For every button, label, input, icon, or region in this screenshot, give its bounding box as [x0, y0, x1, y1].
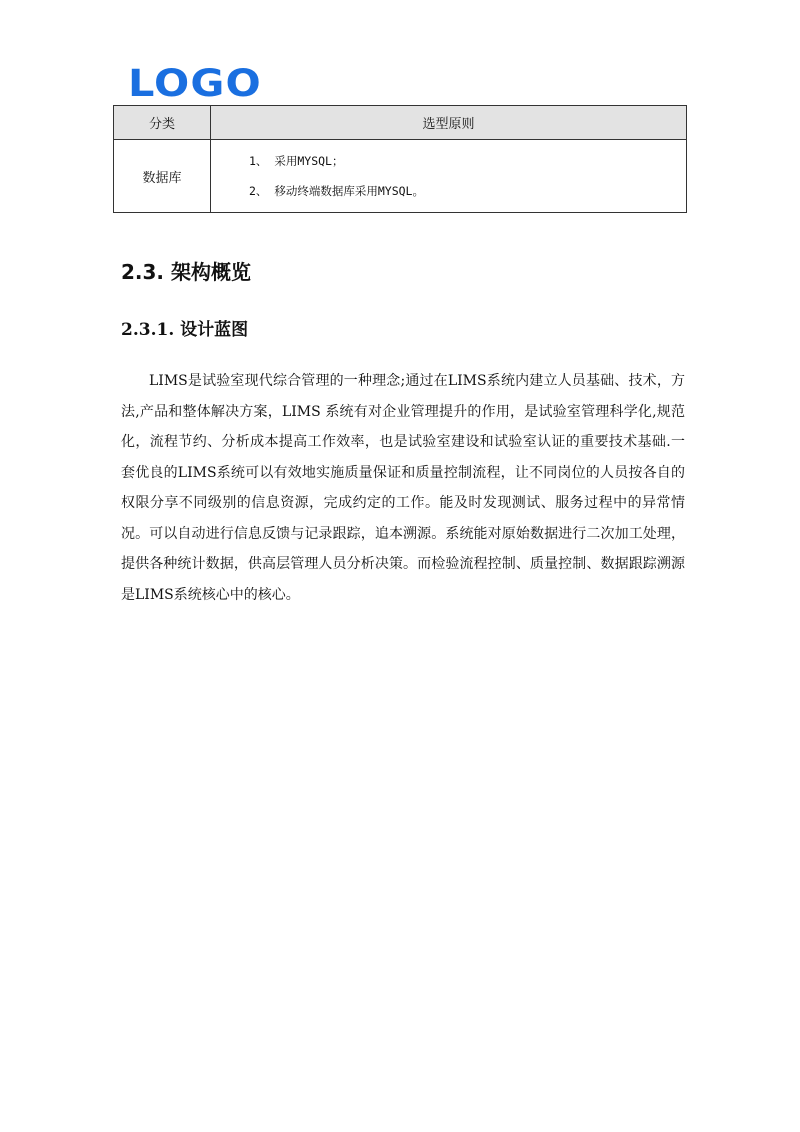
rule-item: 1、 采用MYSQL； [249, 154, 344, 168]
subsection-heading: 2.3.1. 设计蓝图 [121, 320, 249, 340]
logo: LOGO [128, 62, 262, 105]
selection-table [113, 105, 687, 213]
table-row [114, 140, 687, 213]
table-cell-rules [211, 140, 687, 213]
table-header-principle: 选型原则 [211, 106, 687, 140]
section-heading: 2.3. 架构概览 [121, 260, 251, 284]
table-cell-category: 数据库 [114, 140, 211, 213]
table-header-category: 分类 [114, 106, 211, 140]
table-header-row [114, 106, 687, 140]
rule-item: 2、 移动终端数据库采用MYSQL。 [249, 184, 424, 198]
body-paragraph: LIMS是试验室现代综合管理的一种理念;通过在LIMS系统内建立人员基础、技术，方法,产品和整体解决方案，LIMS 系统有对企业管理提升的作用，是试验室管理科学化,规范化，流程节约、分析成本提高工作效率，也是试验室建设和试验室认证的重要技术基础.一套优良的LIMS系统可以有效地实施质量保证和质量控制流程，让不同岗位的人员按各自的权限分享不同级别的信息资源，完成约定的工作。能及时发现测试、服务过程中的异常情况。可以自动进行信息反馈与记录跟踪，追本溯源。系统能对原始数据进行二次加工处理，提供各种统计数据，供高层管理人员分析决策。而检验流程控制、质量控制、数据跟踪溯源是LIMS系统核心中的核心。 [121, 373, 685, 603]
